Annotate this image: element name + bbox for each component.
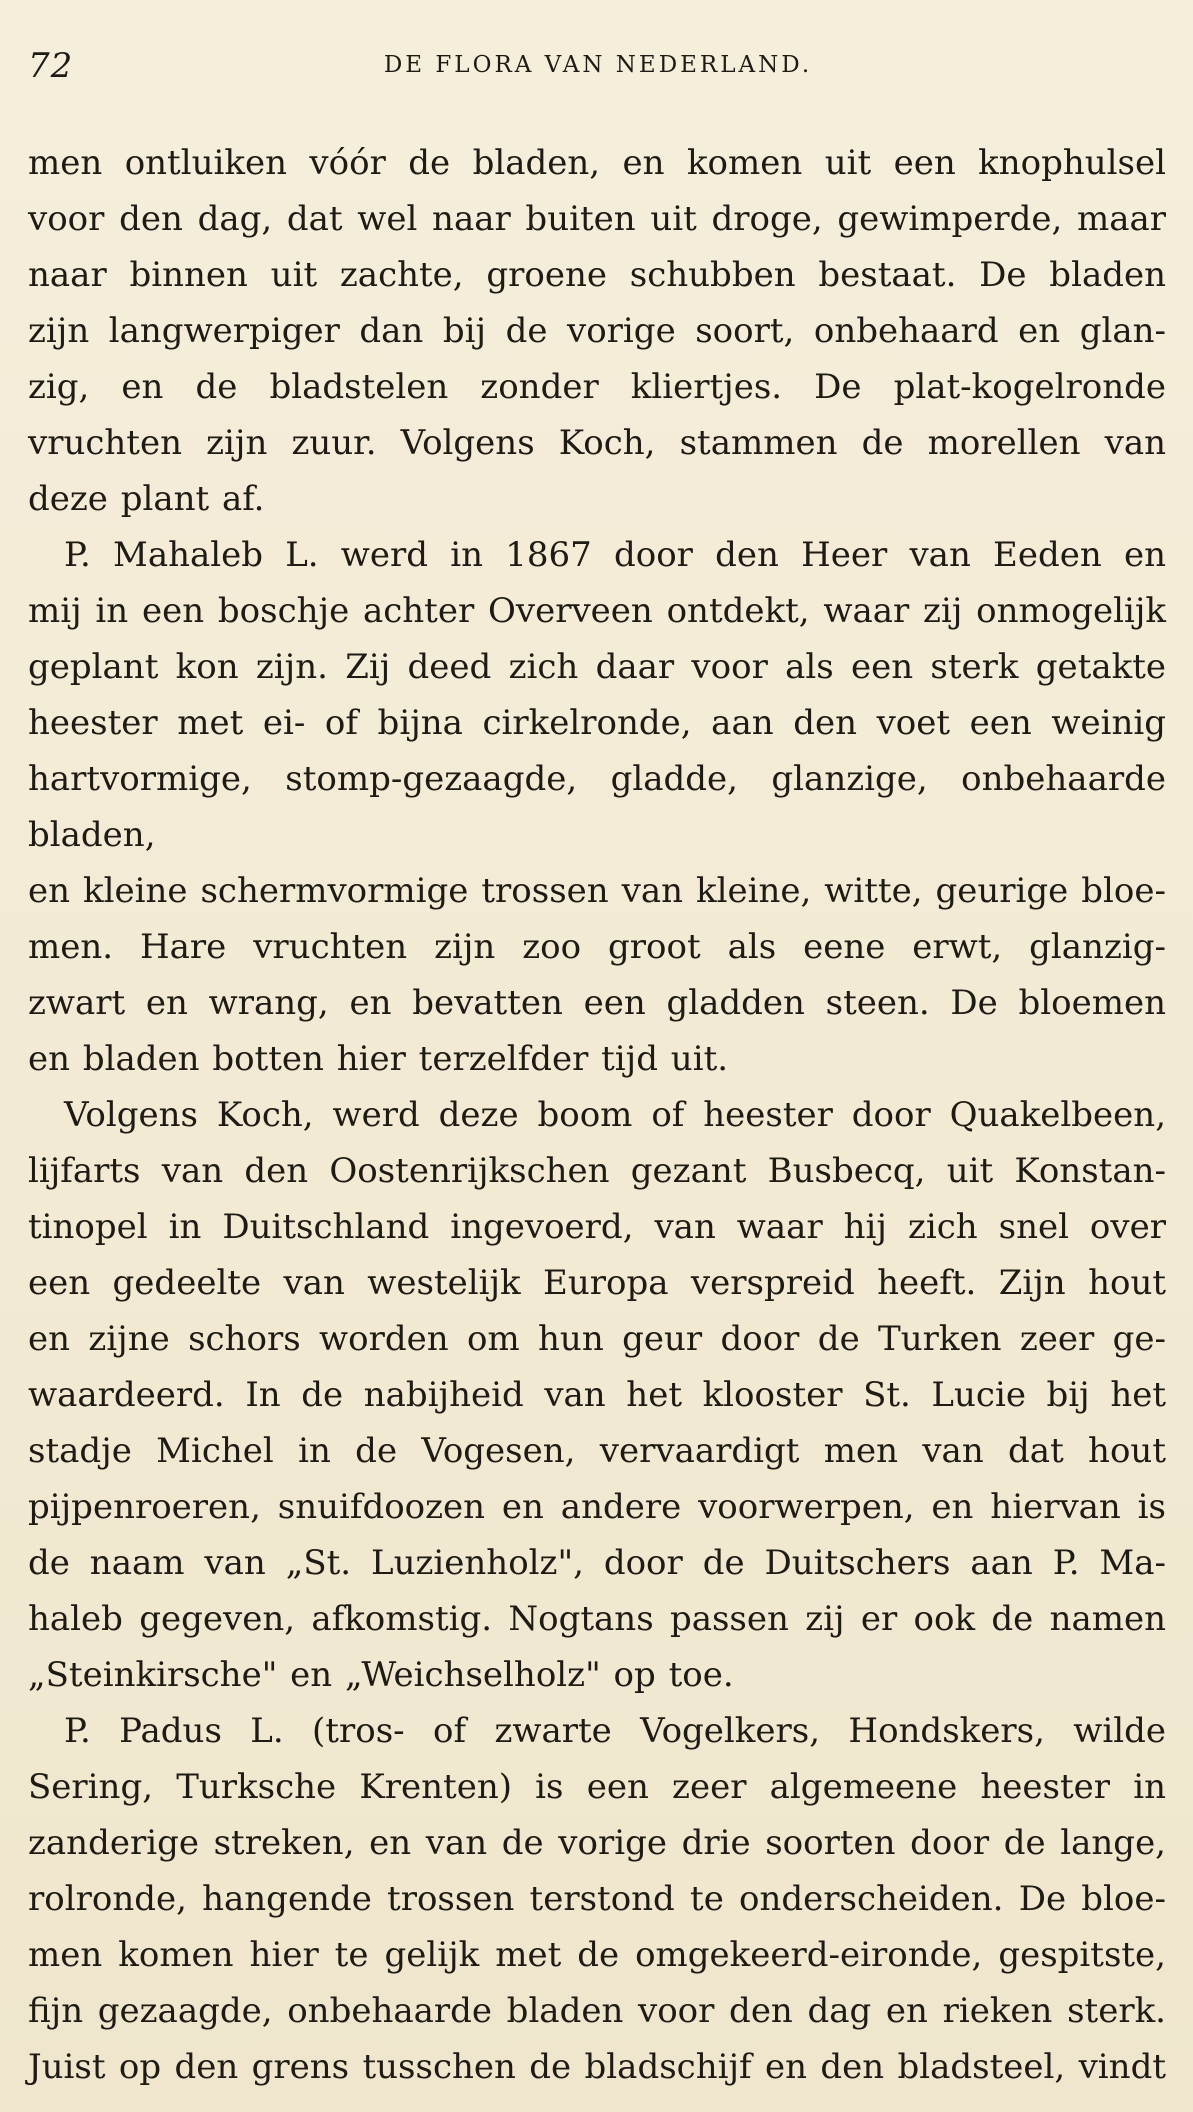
text-line: naar binnen uit zachte, groene schubben bestaat. De bladen <box>28 255 1166 295</box>
text-line: de naam van „St. Luzienholz", door de Duitschers aan P. Ma- <box>28 1543 1166 1583</box>
text-line: tinopel in Duitschland ingevoerd, van waar hij zich snel over <box>28 1207 1166 1247</box>
text-line: Sering, Turksche Krenten) is een zeer algemeene heester in <box>28 1767 1166 1807</box>
text-line: en zijne schors worden om hun geur door de Turken zeer ge- <box>28 1319 1166 1359</box>
text-line: stadje Michel in de Vogesen, vervaardigt men van dat hout <box>28 1431 1166 1471</box>
page-header <box>28 46 1168 94</box>
text-line: heester met ei- of bijna cirkelronde, aan den voet een weinig <box>28 703 1166 743</box>
text-line: rolronde, hangende trossen terstond te onderscheiden. De bloe- <box>28 1879 1166 1919</box>
page-number: 72 <box>28 46 74 86</box>
text-line: hartvormige, stomp-gezaagde, gladde, glanzige, onbehaarde bladen, <box>28 759 1166 855</box>
text-line: zig, en de bladstelen zonder kliertjes. De plat-kogelronde <box>28 367 1166 407</box>
text-line: lijfarts van den Oostenrijkschen gezant Busbecq, uit Konstan- <box>28 1151 1166 1191</box>
text-line: mij in een boschje achter Overveen ontdekt, waar zij onmogelijk <box>28 591 1166 631</box>
text-line: en bladen botten hier terzelfder tijd uit. <box>28 1039 729 1079</box>
text-line: men ontluiken vóór de bladen, en komen uit een knophulsel <box>28 143 1166 183</box>
text-line: pijpenroeren, snuifdoozen en andere voorwerpen, en hiervan is <box>28 1487 1166 1527</box>
text-line: „Steinkirsche" en „Weichselholz" op toe. <box>28 1655 734 1695</box>
text-line: fijn gezaagde, onbehaarde bladen voor den dag en rieken sterk. <box>28 1991 1166 2031</box>
text-line: Juist op den grens tusschen de bladschijf en den bladsteel, vindt <box>28 2047 1166 2087</box>
text-line: waardeerd. In de nabijheid van het klooster St. Lucie bij het <box>28 1375 1166 1415</box>
text-line: een gedeelte van westelijk Europa verspreid heeft. Zijn hout <box>28 1263 1166 1303</box>
text-line: vruchten zijn zuur. Volgens Koch, stammen de morellen van <box>28 423 1166 463</box>
text-line: haleb gegeven, afkomstig. Nogtans passen zij er ook de namen <box>28 1599 1166 1639</box>
body-text <box>28 135 1166 2095</box>
text-line: zanderige streken, en van de vorige drie soorten door de lange, <box>28 1823 1166 1863</box>
text-line: voor den dag, dat wel naar buiten uit droge, gewimperde, maar <box>28 199 1166 239</box>
text-line: zijn langwerpiger dan bij de vorige soort, onbehaard en glan- <box>28 311 1166 351</box>
text-line: men. Hare vruchten zijn zoo groot als eene erwt, glanzig- <box>28 927 1166 967</box>
text-line: P. Mahaleb L. werd in 1867 door den Heer van Eeden en <box>64 535 1166 575</box>
text-line: deze plant af. <box>28 479 265 519</box>
text-line: men komen hier te gelijk met de omgekeerd-eironde, gespitste, <box>28 1935 1166 1975</box>
text-line: geplant kon zijn. Zij deed zich daar voor als een sterk getakte <box>28 647 1166 687</box>
text-line: Volgens Koch, werd deze boom of heester door Quakelbeen, <box>64 1095 1166 1135</box>
running-title: DE FLORA VAN NEDERLAND. <box>383 52 813 78</box>
text-line: zwart en wrang, en bevatten een gladden steen. De bloemen <box>28 983 1166 1023</box>
text-line: en kleine schermvormige trossen van kleine, witte, geurige bloe- <box>28 871 1166 911</box>
text-line: P. Padus L. (tros- of zwarte Vogelkers, Hondskers, wilde <box>64 1711 1166 1751</box>
